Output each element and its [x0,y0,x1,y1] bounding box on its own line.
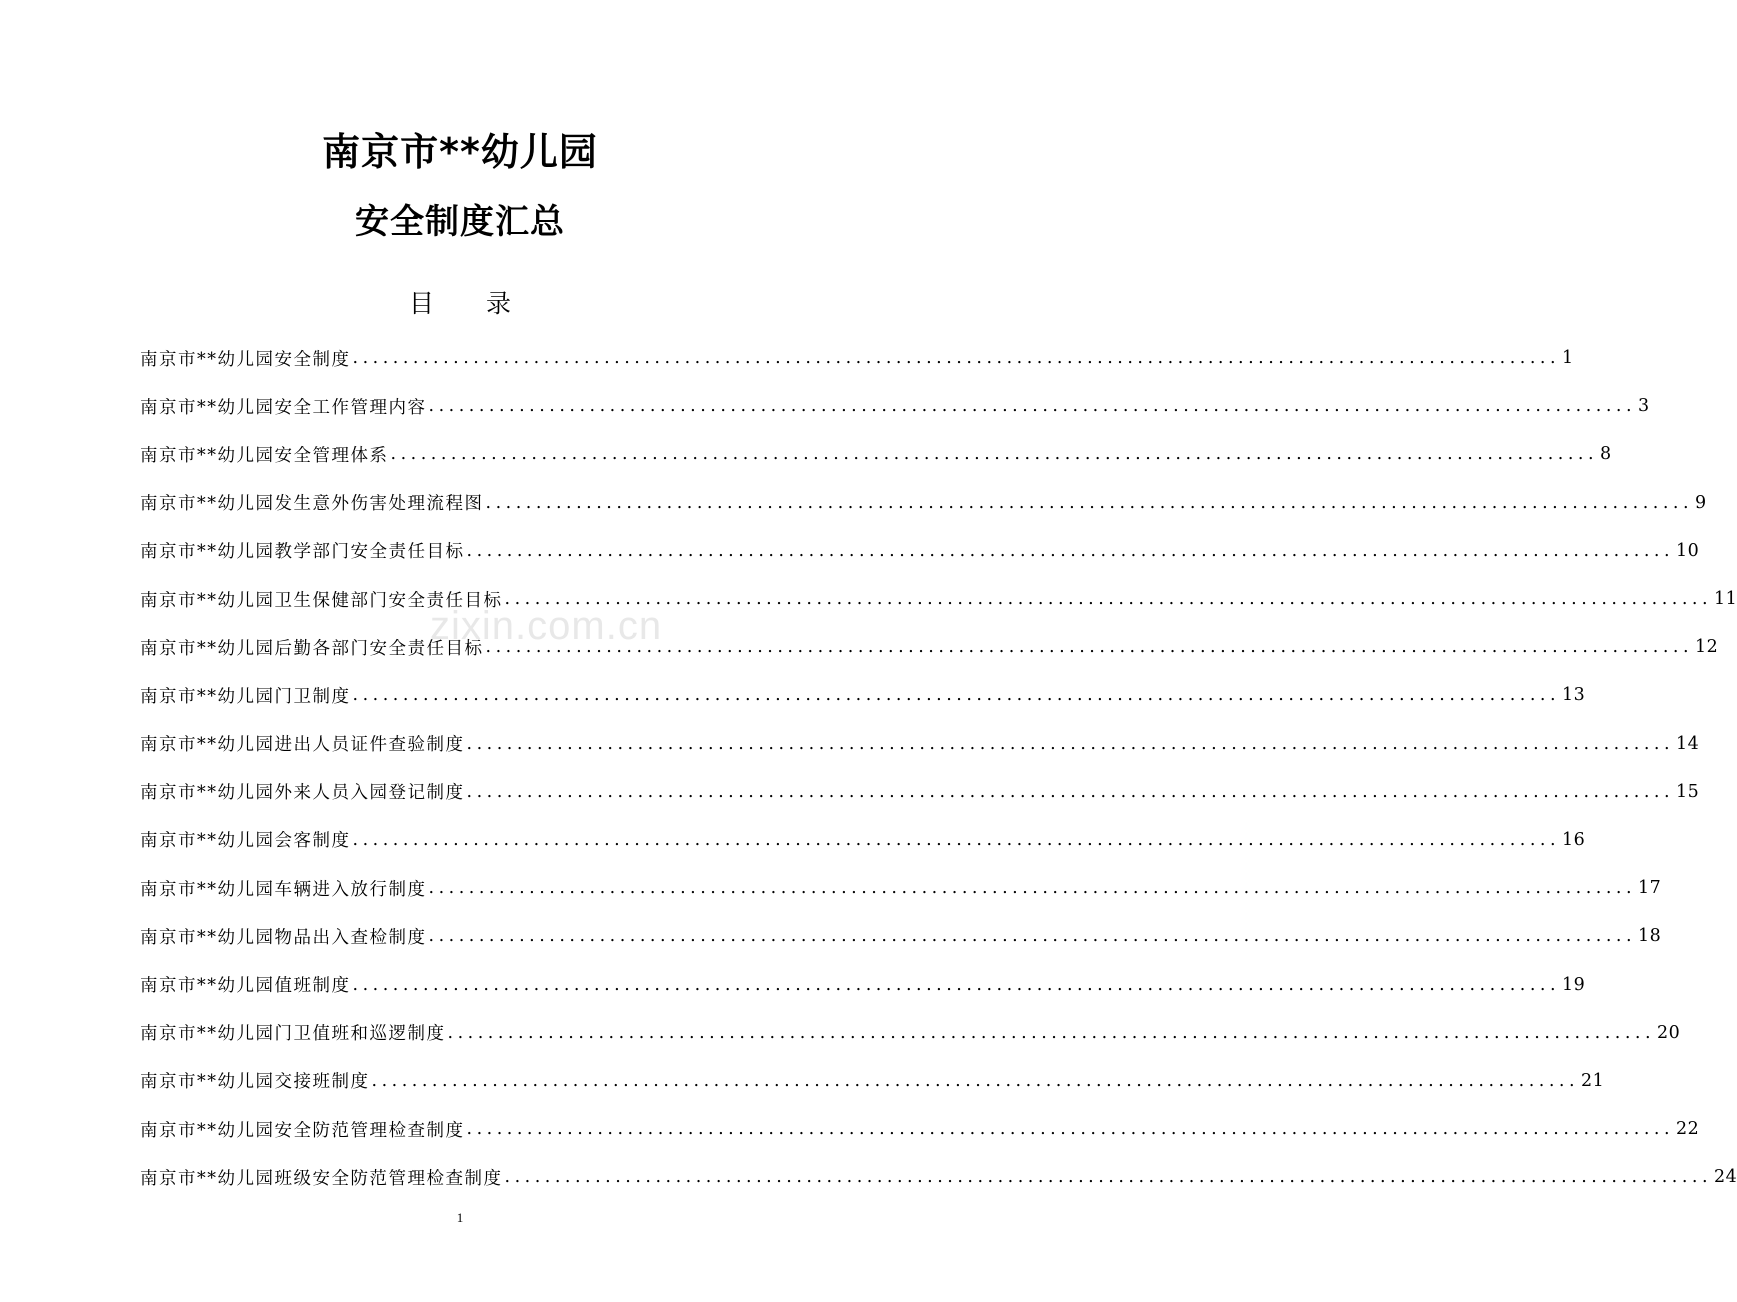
toc-entry-page: 16 [1562,829,1586,850]
toc-entry-page: 19 [1562,974,1586,995]
toc-entry-page: 9 [1695,492,1707,513]
toc-entry[interactable] [140,912,1662,960]
toc-entry-page: 20 [1657,1022,1681,1043]
toc-dot-leader: ........................................................................................................................ [485,637,1694,658]
toc-dot-leader: ........................................................................................................................ [485,492,1694,513]
toc-entry[interactable] [140,671,1586,719]
toc-dot-leader: ........................................................................................................................ [428,396,1637,417]
toc-dot-leader: ........................................................................................................................ [466,733,1675,754]
document-subtitle: 安全制度汇总 [355,202,565,242]
toc-dot-leader: ........................................................................................................................ [466,1119,1675,1140]
toc-entry-title: 南京市**幼儿园进出人员证件查验制度 [140,735,465,756]
toc-dot-leader: ........................................................................................................................ [447,1022,1656,1043]
toc-entry-title: 南京市**幼儿园安全防范管理检查制度 [140,1120,465,1141]
toc-entry-page: 22 [1676,1119,1700,1140]
toc-dot-leader: ........................................................................................................................ [504,589,1713,610]
toc-entry-title: 南京市**幼儿园外来人员入园登记制度 [140,783,465,804]
toc-entry[interactable] [140,1105,1700,1153]
toc-entry-title: 南京市**幼儿园车辆进入放行制度 [140,879,427,900]
toc-entry-title: 南京市**幼儿园门卫值班和巡逻制度 [140,1024,446,1045]
toc-entry-page: 1 [1562,348,1574,369]
toc-entry-title: 南京市**幼儿园后勤各部门安全责任目标 [140,638,484,659]
toc-heading: 目 录 [409,289,533,318]
toc-dot-leader: ........................................................................................................................ [352,974,1561,995]
toc-dot-leader: ........................................................................................................................ [466,781,1675,802]
document-title: 南京市**幼儿园 [322,130,598,174]
toc-entry-page: 11 [1714,589,1737,610]
toc-entry[interactable] [140,382,1650,430]
toc-entry[interactable] [140,1009,1681,1057]
toc-dot-leader: ........................................................................................................................ [428,878,1637,899]
toc-dot-leader: ........................................................................................................................ [428,926,1637,947]
toc-entry[interactable] [140,816,1586,864]
toc-entry-title: 南京市**幼儿园值班制度 [140,976,351,997]
toc-entry[interactable] [140,960,1586,1008]
toc-dot-leader: ........................................................................................................................ [352,348,1561,369]
toc-entry-title: 南京市**幼儿园安全制度 [140,349,351,370]
toc-entry[interactable] [140,1057,1605,1105]
toc-dot-leader: ........................................................................................................................ [504,1167,1713,1188]
toc-entry-page: 18 [1638,926,1662,947]
toc-dot-leader: ........................................................................................................................ [352,685,1561,706]
toc-entry[interactable] [140,334,1574,382]
toc-entry-title: 南京市**幼儿园安全管理体系 [140,445,389,466]
toc-entry-page: 8 [1600,444,1612,465]
toc-entry-title: 南京市**幼儿园卫生保健部门安全责任目标 [140,590,503,611]
toc-entry[interactable] [140,479,1707,527]
toc-dot-leader: ........................................................................................................................ [371,1070,1580,1091]
toc-dot-leader: ........................................................................................................................ [466,540,1675,561]
toc-entry-page: 12 [1695,637,1719,658]
toc-entry-page: 10 [1676,540,1700,561]
toc-entry-page: 14 [1676,733,1700,754]
toc-dot-leader: ........................................................................................................................ [352,829,1561,850]
toc-entry-title: 南京市**幼儿园物品出入查检制度 [140,927,427,948]
toc-dot-leader: ........................................................................................................................ [390,444,1599,465]
toc-entry[interactable] [140,430,1612,478]
toc-entry-page: 21 [1581,1070,1605,1091]
watermark: zixin.com.cn [430,604,663,648]
toc-entry-page: 13 [1562,685,1586,706]
page-number: 1 [456,1210,464,1225]
table-of-contents [140,334,1737,1201]
toc-entry-title: 南京市**幼儿园会客制度 [140,831,351,852]
toc-entry[interactable] [140,768,1700,816]
toc-entry-title: 南京市**幼儿园发生意外伤害处理流程图 [140,494,484,515]
toc-entry[interactable] [140,720,1700,768]
toc-entry-title: 南京市**幼儿园门卫制度 [140,686,351,707]
toc-entry-title: 南京市**幼儿园安全工作管理内容 [140,397,427,418]
toc-entry-title: 南京市**幼儿园交接班制度 [140,1072,370,1093]
toc-entry[interactable] [140,527,1700,575]
toc-entry-page: 24 [1714,1167,1737,1188]
toc-entry-page: 15 [1676,781,1700,802]
toc-entry-page: 3 [1638,396,1650,417]
toc-entry-title: 南京市**幼儿园教学部门安全责任目标 [140,542,465,563]
toc-entry-page: 17 [1638,878,1662,899]
toc-entry[interactable] [140,1153,1737,1201]
toc-entry-title: 南京市**幼儿园班级安全防范管理检查制度 [140,1168,503,1189]
toc-entry[interactable] [140,864,1662,912]
